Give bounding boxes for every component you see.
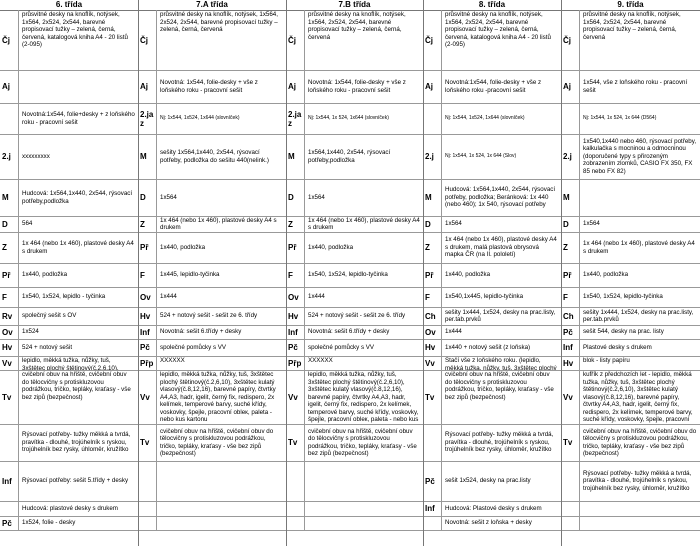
subject-label xyxy=(423,103,442,134)
grade-column xyxy=(138,0,286,546)
subject-row xyxy=(423,461,561,502)
supplies-text: cvičební obuv na hřiště, cvičební obuv do tělocvičny s protiskluzovou podrážkou, tričko, tepláky, kraťasy - vše bez zipů (bezpečnost) xyxy=(583,427,697,457)
subject-label xyxy=(138,461,157,501)
subject-row xyxy=(138,232,286,264)
supplies-text: Novotná:1x544, folie+desky + z loňského roku - pracovní sešit xyxy=(22,111,135,126)
subject-label xyxy=(561,516,580,530)
subject-label: D xyxy=(286,179,305,216)
subject-row xyxy=(561,516,700,531)
supplies-text: 1x445, lepidlo-tyčinka xyxy=(160,271,220,279)
supplies-text: 1x540, 1x524, lepidlo-tyčinka xyxy=(583,293,663,301)
supplies-text: 1x440, podložka xyxy=(160,243,206,251)
supplies-text: sešit 544, desky na prac. listy xyxy=(583,328,664,336)
supplies-text: 1x540,1x445, lepidlo-tyčinka xyxy=(445,293,524,301)
supplies-text: Hudcová: plastové desky s drukem xyxy=(22,504,118,512)
grade-header: 7.A třída xyxy=(138,0,286,11)
subject-row xyxy=(0,424,138,462)
supplies-text: 1x564 xyxy=(445,220,462,228)
supplies-text: 1x444 xyxy=(308,293,325,301)
supplies-text: Nj: 1x544, 1x524, 1x644 (slovníček) xyxy=(160,115,240,122)
supplies-text: 1x440, podložka xyxy=(308,243,354,251)
subject-row xyxy=(138,339,286,357)
supplies-text: lepidlo, měkká tužka, nůžky, tuš, 3xštětec plochý štětinový(č.2,6,10), 3xštětec kulatý vlasový(č.8,12,16), barevné papíry, čtvrtky A4,A3, hadr, igelit, černý fix, redispero, 2x kelímek, temperové barvy, suché křídy, voskovky, špejle, pracovní obleк, paleta - nebo kus xyxy=(308,371,419,423)
subject-label: D xyxy=(561,216,580,232)
subject-row xyxy=(561,263,700,288)
subject-label: 2.j xyxy=(423,134,442,179)
subject-row xyxy=(286,287,423,308)
subject-row xyxy=(423,70,561,104)
supplies-text: 1x564 xyxy=(583,220,600,228)
supplies-text: Novotná: sešit z loňska + desky xyxy=(445,519,532,527)
supplies-text: průsvitné desky na knoflík, notýsek, 1x564, 2x524, 2x544, barevné propisovací tužky – zelená, černá, červená, katalogová kniha A4 - 20 listů (2-095) xyxy=(445,11,551,48)
subject-label: Aj xyxy=(286,70,305,103)
subject-row xyxy=(561,103,700,135)
supplies-text: 1x 464 (nebo 1x 460), plastové desky A4 s drukem xyxy=(160,216,277,231)
supplies-text: 1x540, 1x524, lepidlo-tyčinka xyxy=(308,271,388,279)
subject-label: Ov xyxy=(138,287,157,307)
subject-row xyxy=(0,461,138,502)
supplies-text: Stačí vše z loňského roku. (lepidlo, měkká tužka, nůžky, tuš, 3xštětec plochý xyxy=(445,357,557,370)
subject-label: Ch xyxy=(561,307,580,325)
subject-row xyxy=(0,216,138,233)
supplies-text: 1x440, podložka xyxy=(22,271,68,279)
supplies-text: Novotná: 1x544, folie-desky + vše z loňského roku - pracovní sešit xyxy=(308,79,406,94)
subject-row xyxy=(138,501,286,517)
supplies-text: lepidlo, měkká tužka, nůžky, tuš, 3xštětec plochý štětinový(č.2,6,10), 3xštětec kulatý vlasový(č.8,12,16), barevné papíry, čtvrtky A4,A3, hadr, igelit, černý fix, redispero, 2x kelímek, temperové barvy, suché křídy, voskovky, špejle, pracovní obleк, paleta - nebo kus kartonu xyxy=(160,371,276,423)
supplies-text: 524 + notový sešit xyxy=(22,343,73,351)
supplies-text: xxxxxxxxx xyxy=(22,152,50,160)
subject-label: Přp xyxy=(286,356,305,370)
subject-row xyxy=(0,356,138,371)
supplies-text: lepidlo, měkká tužka, nůžky, tuš, 3xštětec plochý štětinový(č.2,6,10), xyxy=(22,357,119,370)
subject-row xyxy=(286,216,423,233)
subject-row xyxy=(0,263,138,288)
supplies-text: sešity 1x444, 1x524, desky na prac.listy, per.tab.prvků xyxy=(445,308,556,323)
supplies-text: 1x440, podložka xyxy=(583,271,629,279)
column-divider xyxy=(138,0,139,546)
subject-row xyxy=(0,339,138,357)
supplies-text: 1x 464 (nebo 1x 460), plastové desky A4 s drukem, malá plastová obrysová mapka ČR (na II. pololetí) xyxy=(445,236,557,259)
subject-label: Hv xyxy=(286,307,305,325)
subject-row xyxy=(0,370,138,425)
subject-label: Tv xyxy=(561,424,580,461)
subject-row xyxy=(286,501,423,517)
subject-label: Z xyxy=(286,216,305,232)
supplies-text: Hudcová: 1x564,1x440, 2x544, rýsovací potřeby,podložka xyxy=(22,190,133,205)
supplies-text xyxy=(581,501,699,516)
subject-row xyxy=(561,339,700,357)
supplies-text: 1x 464 (nebo 1x 460), plastové desky A4 s drukem xyxy=(583,240,695,255)
supplies-text: 1x564 xyxy=(160,193,177,201)
subject-row xyxy=(286,232,423,264)
supplies-text: Novotná:1x544, folie-desky + vše z loňského roku -pracovní sešit xyxy=(445,79,542,94)
subject-row xyxy=(561,501,700,517)
supplies-text: 1x 464 (nebo 1x 460), plastové desky A4 s drukem xyxy=(308,216,420,231)
supplies-text: cvičební obuv na hřiště, cvičební obuv do tělocvičny s protiskluzovou podrážkou, tričko, tepláky, kraťasy - vše bez zipů (bezpečnost) xyxy=(22,371,131,401)
subject-label: D xyxy=(138,179,157,216)
subject-label: Inf xyxy=(561,339,580,356)
subject-row xyxy=(138,325,286,340)
supplies-text: Novotná: 1x544, folie-desky + vše z loňského roku - pracovní sešit xyxy=(160,79,258,94)
supplies-text: 1x440 + notový sešit (z loňska) xyxy=(445,343,531,351)
subject-label: Čj xyxy=(561,10,580,70)
supplies-text: Novotná: sešit 6.třídy + desky xyxy=(308,328,390,336)
subject-row xyxy=(138,179,286,217)
subject-row xyxy=(423,325,561,340)
subject-row xyxy=(138,424,286,462)
subject-row xyxy=(0,10,138,71)
subject-row xyxy=(561,216,700,233)
supplies-text: společné pomůcky s VV xyxy=(160,343,227,351)
supplies-text: 1x564 xyxy=(308,193,325,201)
subject-row xyxy=(423,10,561,71)
supplies-text: Plastové desky s drukem xyxy=(583,343,652,351)
subject-label xyxy=(286,516,305,530)
subject-label: Ov xyxy=(286,287,305,307)
supplies-text: 1x444 xyxy=(445,328,462,336)
subject-row xyxy=(561,325,700,340)
supplies-text: blok - listy papíru xyxy=(583,357,630,364)
subject-row xyxy=(561,134,700,180)
supplies-text: Hudcová: 1x564,1x440, 2x544, rýsovací potřeby, podložka; Beránková: 1x 440 (nebo 460); 1x 540, rýsovací potřeby xyxy=(445,186,556,209)
supplies-text: sešit 1x524, desky na prac.listy xyxy=(445,477,531,485)
subject-label: D xyxy=(0,216,19,232)
subject-row xyxy=(286,10,423,71)
supplies-text: 1x540,1x440 nebo 460, rýsovací potřeby, kalkulačka s mocninou a odmocninou (doporučené typy s přirozeným zobrazením zlomků, CASIO FX 350, FX 85 nebo FX 82) xyxy=(583,137,697,175)
subject-row xyxy=(561,179,700,217)
subject-label xyxy=(423,516,442,530)
supplies-text xyxy=(581,516,699,530)
subject-label: Hv xyxy=(561,356,580,370)
subject-row xyxy=(0,516,138,531)
subject-label: F xyxy=(561,287,580,307)
subject-row xyxy=(0,325,138,340)
subject-label: Ch xyxy=(423,307,442,325)
supplies-text: 524 + notový sešit - sešit ze 6. třídy xyxy=(308,312,406,320)
subject-label: Pč xyxy=(0,516,19,530)
supplies-text: cvičební obuv na hřiště, cvičební obuv do tělocvičny s protiskluzovou podrážkou, tričko, tepláky, kraťasy - vše bez zipů (bezpečnost) xyxy=(160,427,274,457)
supplies-text: průsvitné desky na knoflík, notýsek, 1x564, 2x524, 2x544, barevné propisovací tužky – zelená, černá, červená xyxy=(160,11,278,33)
subject-label: Hv xyxy=(0,339,19,356)
subject-row xyxy=(0,70,138,104)
subject-row xyxy=(286,134,423,180)
subject-row xyxy=(138,307,286,326)
subject-label xyxy=(561,103,580,134)
subject-label: Př xyxy=(423,263,442,287)
subject-row xyxy=(286,424,423,462)
subject-row xyxy=(0,103,138,135)
subject-label: Tv xyxy=(423,370,442,424)
subject-label: F xyxy=(423,287,442,307)
subject-label: Př xyxy=(561,263,580,287)
subject-label: Př xyxy=(138,232,157,263)
supplies-text: 564 xyxy=(22,220,33,228)
subject-label: Vv xyxy=(423,356,442,370)
column-divider xyxy=(423,0,424,546)
subject-row xyxy=(286,516,423,531)
subject-label: 2.j xyxy=(0,134,19,179)
supplies-text: průsvitné desky na knoflík, notýsek, 1x564, 2x524, 2x544, barevné propisovací tužky – zelená, černá, červená xyxy=(583,11,681,41)
subject-label: Z xyxy=(561,232,580,263)
subject-row xyxy=(286,179,423,217)
subject-row xyxy=(0,287,138,308)
subject-row xyxy=(286,307,423,326)
subject-row xyxy=(423,216,561,233)
supplies-text: 1x440, podložka xyxy=(445,271,491,279)
supplies-text xyxy=(306,461,422,501)
grade-column xyxy=(561,0,700,546)
subject-label: Rv xyxy=(0,307,19,325)
subject-row xyxy=(423,370,561,425)
subject-row xyxy=(561,287,700,308)
subject-label xyxy=(0,424,19,461)
subject-label: Vv xyxy=(0,356,19,370)
subject-row xyxy=(286,263,423,288)
supplies-text xyxy=(306,501,422,516)
supplies-text: sešity 1x564,1x440, 2x544, rýsovací potřeby, podložka do sešitu 440(nelink.) xyxy=(160,149,269,164)
supplies-text: Nj: 1x544, 1x524, 1x644 (slovníček) xyxy=(445,115,525,122)
supplies-text: Nj: 1x544, 1x 524, 1x644 (slovníček) xyxy=(308,115,389,122)
subject-label: Tv xyxy=(286,424,305,461)
grade-header: 8. třída xyxy=(423,0,561,11)
supplies-text: 1x524, folie - desky xyxy=(22,519,76,527)
subject-row xyxy=(138,134,286,180)
supplies-text xyxy=(306,516,422,530)
subject-row xyxy=(561,10,700,71)
subject-row xyxy=(0,134,138,180)
subject-row xyxy=(138,461,286,502)
subject-label: Vv xyxy=(138,370,157,424)
subject-row xyxy=(0,232,138,264)
column-divider xyxy=(561,0,562,546)
subject-label: Př xyxy=(0,263,19,287)
supplies-text: společné pomůcky s VV xyxy=(308,343,375,351)
subject-row xyxy=(138,356,286,371)
subject-label: Pč xyxy=(286,339,305,356)
subject-row xyxy=(423,232,561,264)
subject-label: Přp xyxy=(138,356,157,370)
supplies-text: společný sešit s OV xyxy=(22,312,77,320)
subject-row xyxy=(423,516,561,531)
subject-label: D xyxy=(423,216,442,232)
subject-row xyxy=(561,424,700,462)
subject-row xyxy=(423,134,561,180)
subject-row xyxy=(423,179,561,217)
subject-label xyxy=(561,501,580,516)
subject-label xyxy=(0,501,19,516)
subject-label: M xyxy=(138,134,157,179)
supplies-text: 1x564,1x440, 2x544, rýsovací potřeby,podložka xyxy=(308,149,391,164)
subject-label xyxy=(286,461,305,501)
subject-label: Př xyxy=(286,232,305,263)
subject-row xyxy=(138,216,286,233)
subject-label: 2.ja z xyxy=(286,103,305,134)
subject-label: M xyxy=(286,134,305,179)
supplies-text: průsvitné desky na knoflík, notýsek, 1x564, 2x524, 2x544, barevné propisovací tužky – zelená, černá, červená xyxy=(308,11,406,41)
subject-label: Z xyxy=(138,216,157,232)
subject-label: Hv xyxy=(138,307,157,325)
subject-label: F xyxy=(138,263,157,287)
subject-label xyxy=(138,516,157,530)
subject-label: F xyxy=(0,287,19,307)
subject-row xyxy=(138,10,286,71)
subject-label: Inf xyxy=(423,501,442,516)
subject-label: 2.j xyxy=(561,134,580,179)
subject-label: Tv xyxy=(0,370,19,424)
subject-label: Čj xyxy=(0,10,19,70)
subject-label: Pč xyxy=(138,339,157,356)
subject-label: Aj xyxy=(0,70,19,103)
subject-row xyxy=(0,501,138,517)
supplies-text: Hudcová: Plastové desky s drukem xyxy=(445,504,542,512)
subject-row xyxy=(561,370,700,425)
supplies-text xyxy=(158,461,285,501)
subject-row xyxy=(138,103,286,135)
subject-row xyxy=(423,307,561,326)
subject-label: Čj xyxy=(286,10,305,70)
grade-column xyxy=(423,0,561,546)
subject-row xyxy=(423,424,561,462)
supplies-text: 1x444 xyxy=(160,293,177,301)
supplies-text: Rýsovací potřeby: sešit 5.třídy + desky xyxy=(22,477,129,485)
subject-row xyxy=(561,232,700,264)
subject-row xyxy=(561,461,700,502)
subject-label: F xyxy=(286,263,305,287)
subject-label xyxy=(138,501,157,516)
supplies-text xyxy=(20,70,137,103)
supplies-text: Novotná: sešit 6.třídy + desky xyxy=(160,328,242,336)
subject-label xyxy=(423,424,442,461)
subject-row xyxy=(0,307,138,326)
supplies-text: Rýsovací potřeby- tužky měkká a tvrdá, pravítka - dlouhé, trojúhelník s ryskou, trojúhelník bez rysky, úhloměr, kružítko xyxy=(583,469,692,492)
subject-row xyxy=(286,370,423,425)
supplies-text: 1x544, vše z loňského roku - pracovní sešit xyxy=(583,79,688,94)
subject-label: M xyxy=(561,179,580,216)
subject-row xyxy=(138,370,286,425)
subject-row xyxy=(423,103,561,135)
subject-row xyxy=(561,356,700,371)
subject-row xyxy=(286,461,423,502)
supplies-text: 1x 464 (nebo 1x 460), plastové desky A4 s drukem xyxy=(22,240,134,255)
subject-row xyxy=(423,287,561,308)
supplies-text: Rýsovací potřeby- tužky měkká a tvrdá, pravítka - dlouhé, trojúhelník s ryskou, trojúhelník bez rysky, úhloměr, kružítko xyxy=(445,431,554,454)
subject-label: Pč xyxy=(561,325,580,339)
subject-label: Inf xyxy=(286,325,305,339)
supplies-text: cvičební obuv na hřiště, cvičební obuv do tělocvičny s protiskluzovou podrážkou, tričko, tepláky, kraťasy - vše bez zipů (bezpečnost) xyxy=(308,427,417,457)
subject-label: Čj xyxy=(423,10,442,70)
supplies-text: kufřík z předchozích let - lepidlo, měkká tužka, nůžky, tuš, 3xštětec plochý štětinový(č.2,6,10), 3xštětec kulatý vlasový(č.8,12,16), barevné papíry, čtvrtky A4,A3, hadr, igelit, černý fix, redispero, 2x kelímek, temperové barvy, suché křídy, voskovky, špejle, pracovní xyxy=(583,371,693,423)
subject-label: Inf xyxy=(0,461,19,501)
subject-label: Čj xyxy=(138,10,157,70)
subject-row xyxy=(286,103,423,135)
subject-label: Aj xyxy=(138,70,157,103)
subject-row xyxy=(138,263,286,288)
subject-label: Inf xyxy=(138,325,157,339)
supplies-text xyxy=(581,179,699,216)
subject-label xyxy=(286,501,305,516)
supplies-text: 1x540, 1x524, lepidlo - tyčinka xyxy=(22,293,106,301)
grade-header: 6. třída xyxy=(0,0,138,11)
subject-label: Hv xyxy=(423,339,442,356)
subject-label: M xyxy=(0,179,19,216)
subject-label: Z xyxy=(0,232,19,263)
subject-row xyxy=(286,70,423,104)
subject-label: Ov xyxy=(0,325,19,339)
subject-label xyxy=(561,461,580,501)
column-divider xyxy=(286,0,287,546)
supplies-text: XXXXXX xyxy=(160,357,185,364)
subject-row xyxy=(561,70,700,104)
supplies-text: Rýsovací potřeby- tužky měkká a tvrdá, pravítka - dlouhé, trojúhelník s ryskou, trojúhelník bez rysky, úhloměr, kružítko xyxy=(22,431,131,454)
subject-label: 2.ja z xyxy=(138,103,157,134)
subject-row xyxy=(286,325,423,340)
supplies-text: Nj: 1x544, 1x 524, 1x 644 (D564) xyxy=(583,115,657,122)
supplies-text: Nj: 1x544, 1x 524, 1x 644 (Slov) xyxy=(445,153,517,160)
supplies-text: sešity 1x444, 1x524, desky na prac.listy, per.tab.prvků xyxy=(583,308,694,323)
subject-row xyxy=(0,179,138,217)
subject-label: Vv xyxy=(286,370,305,424)
subject-row xyxy=(286,356,423,371)
supplies-text: XXXXXX xyxy=(308,357,333,364)
subject-label: Tv xyxy=(138,424,157,461)
subject-label: Z xyxy=(423,232,442,263)
subject-row xyxy=(423,501,561,517)
grade-header: 9. třída xyxy=(561,0,700,11)
subject-row xyxy=(561,307,700,326)
subject-label: Aj xyxy=(423,70,442,103)
subject-label: Ov xyxy=(423,325,442,339)
supplies-text: průsvitné desky na knoflík, notýsek, 1x564, 2x524, 2x544, barevné propisovací tužky – zelená, černá, červená, katalogová kniha A4 - 20 listů (2-095) xyxy=(22,11,128,48)
subject-row xyxy=(423,356,561,371)
subject-row xyxy=(423,339,561,357)
subject-label: M xyxy=(423,179,442,216)
supplies-text xyxy=(158,516,285,530)
subject-row xyxy=(286,339,423,357)
subject-label: Aj xyxy=(561,70,580,103)
supplies-text xyxy=(158,501,285,516)
grade-column xyxy=(286,0,423,546)
subject-row xyxy=(423,263,561,288)
subject-row xyxy=(138,287,286,308)
supplies-text: cvičební obuv na hřiště, cvičební obuv do tělocvičny s protiskluzovou podrážkou, tričko, tepláky, kraťasy - vše bez zipů (bezpečnost) xyxy=(445,371,554,401)
grade-column xyxy=(0,0,138,546)
supplies-text: 1x524 xyxy=(22,328,39,336)
supplies-text: 524 + notový sešit - sešit ze 6. třídy xyxy=(160,312,258,320)
subject-label: Pč xyxy=(423,461,442,501)
subject-label: Vv xyxy=(561,370,580,424)
grade-header: 7.B třída xyxy=(286,0,423,11)
subject-row xyxy=(138,70,286,104)
subject-label xyxy=(0,103,19,134)
subject-row xyxy=(138,516,286,531)
